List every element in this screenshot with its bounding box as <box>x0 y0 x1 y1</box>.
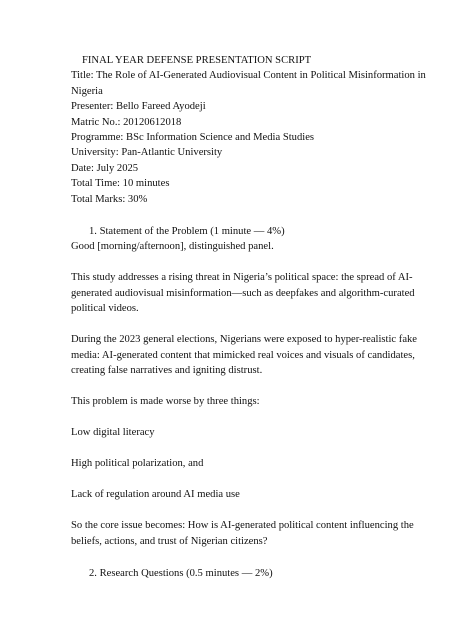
paragraph-2-line-2: media: AI-generated content that mimicked real voices and visuals of candidates, <box>71 350 415 361</box>
paragraph-1-line-3: political videos. <box>71 303 139 314</box>
university-line: University: Pan-Atlantic University <box>71 147 223 158</box>
matric-line: Matric No.: 20120612018 <box>71 117 182 128</box>
section-1-heading: 1. Statement of the Problem (1 minute — 4%) <box>89 226 285 237</box>
date-line: Date: July 2025 <box>71 163 139 174</box>
greeting-line: Good [morning/afternoon], distinguished panel. <box>71 241 274 252</box>
list-item-3: Lack of regulation around AI media use <box>71 489 240 500</box>
section-2-heading: 2. Research Questions (0.5 minutes — 2%) <box>89 568 273 579</box>
title-line-1: Title: The Role of AI-Generated Audiovisual Content in Political Misinformation in <box>71 70 426 81</box>
paragraph-4-line-2: beliefs, actions, and trust of Nigerian citizens? <box>71 536 268 547</box>
paragraph-1-line-2: generated audiovisual misinformation—such as deepfakes and algorithm-curated <box>71 288 415 299</box>
document-heading: FINAL YEAR DEFENSE PRESENTATION SCRIPT <box>82 55 312 66</box>
programme-line: Programme: BSc Information Science and Media Studies <box>71 132 315 143</box>
total-marks-line: Total Marks: 30% <box>71 194 148 205</box>
paragraph-2-line-3: creating false narratives and igniting distrust. <box>71 365 263 376</box>
total-time-line: Total Time: 10 minutes <box>71 178 170 189</box>
title-line-2: Nigeria <box>71 86 103 97</box>
list-item-1: Low digital literacy <box>71 427 155 438</box>
list-item-2: High political polarization, and <box>71 458 204 469</box>
presenter-line: Presenter: Bello Fareed Ayodeji <box>71 101 206 112</box>
paragraph-4-line-1: So the core issue becomes: How is AI-generated political content influencing the <box>71 520 414 531</box>
paragraph-2-line-1: During the 2023 general elections, Nigerians were exposed to hyper-realistic fake <box>71 334 418 345</box>
paragraph-1-line-1: This study addresses a rising threat in Nigeria’s political space: the spread of AI- <box>71 272 413 283</box>
paragraph-3: This problem is made worse by three things: <box>71 396 260 407</box>
